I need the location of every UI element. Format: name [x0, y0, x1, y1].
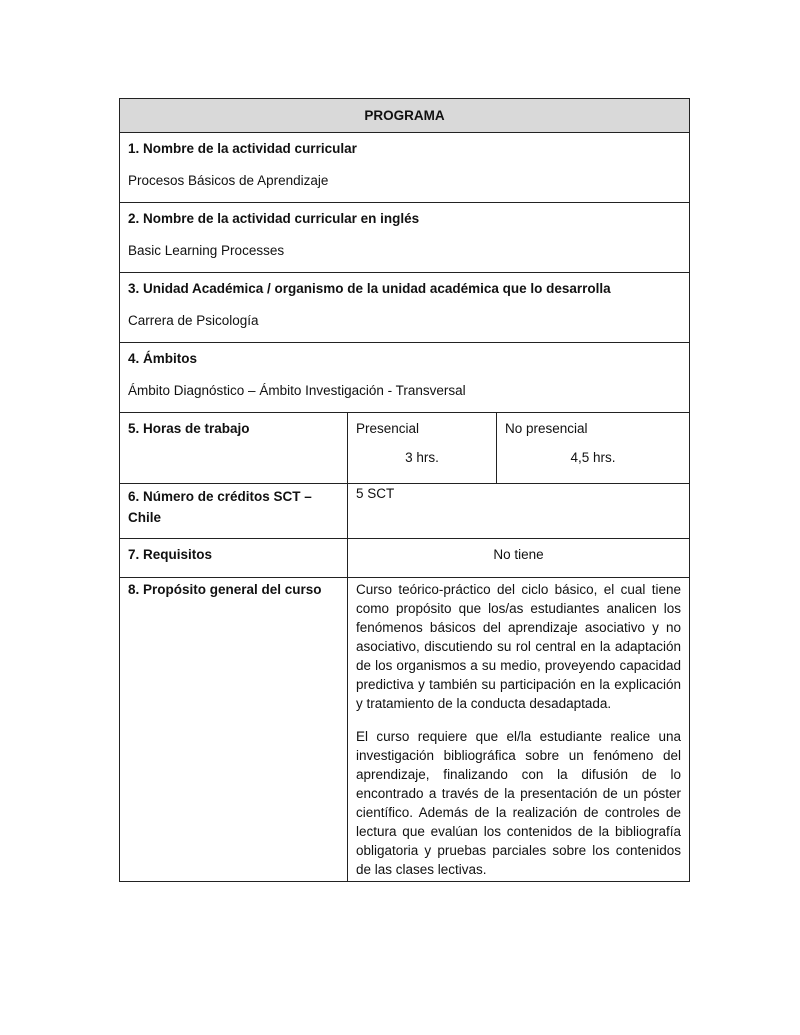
section-6-label-cell [120, 484, 348, 539]
section-2-label: 2. Nombre de la actividad curricular en inglés [128, 211, 420, 226]
section-4-value: Ámbito Diagnóstico – Ámbito Investigación - Transversal [128, 383, 466, 398]
section-6-label: 6. Número de créditos SCT – Chile [128, 489, 312, 525]
no-presencial-label: No presencial [505, 421, 588, 436]
section-6-value-cell [348, 484, 690, 539]
section-7-label: 7. Requisitos [128, 547, 213, 562]
section-3-label: 3. Unidad Académica / organismo de la unidad académica que lo desarrolla [128, 281, 611, 296]
section-8-label: 8. Propósito general del curso [128, 582, 322, 597]
program-table [119, 98, 690, 882]
section-2-value: Basic Learning Processes [128, 243, 285, 258]
section-7-label-cell [120, 539, 348, 578]
section-5-label-cell [120, 413, 348, 484]
purpose-paragraph-2: El curso requiere que el/la estudiante realice una investigación bibliográfica sobre un fenómeno del aprendizaje, finalizando con la difusión de lo encontrado a través de la presentación de un póster científico. Además de la realización de controles de lectura que evalúan los contenidos de la bibliografía obligatoria y pruebas parciales sobre los contenidos de las clases lectivas. [356, 729, 681, 877]
section-8-value-cell [348, 578, 690, 882]
presencial-label: Presencial [356, 421, 420, 436]
no-presencial-value: 4,5 hrs. [570, 450, 616, 465]
section-6-value: 5 SCT [356, 486, 395, 501]
program-title: PROGRAMA [364, 108, 445, 123]
presencial-cell [348, 413, 497, 483]
section-1-label: 1. Nombre de la actividad curricular [128, 141, 357, 156]
section-3 [120, 273, 690, 343]
section-5-label: 5. Horas de trabajo [128, 421, 250, 436]
section-7-value-cell [348, 539, 690, 578]
section-8-label-cell [120, 578, 348, 882]
section-7-value: No tiene [493, 547, 544, 562]
presencial-value: 3 hrs. [405, 450, 439, 465]
table-header [120, 99, 690, 133]
section-1-value: Procesos Básicos de Aprendizaje [128, 173, 329, 188]
section-5-hours [348, 413, 690, 484]
section-4 [120, 343, 690, 413]
section-1 [120, 133, 690, 203]
section-3-value: Carrera de Psicología [128, 313, 259, 328]
purpose-paragraph-1: Curso teórico-práctico del ciclo básico, el cual tiene como propósito que los/as estudiantes analicen los fenómenos básicos del aprendizaje asociativo y no asociativo, discutiendo su rol central en la adaptación de los organismos a su medio, proveyendo capacidad predictiva y también su participación en la explicación y tratamiento de la conducta desadaptada. [356, 582, 681, 711]
section-2 [120, 203, 690, 273]
section-4-label: 4. Ámbitos [128, 351, 198, 366]
no-presencial-cell [497, 413, 689, 483]
